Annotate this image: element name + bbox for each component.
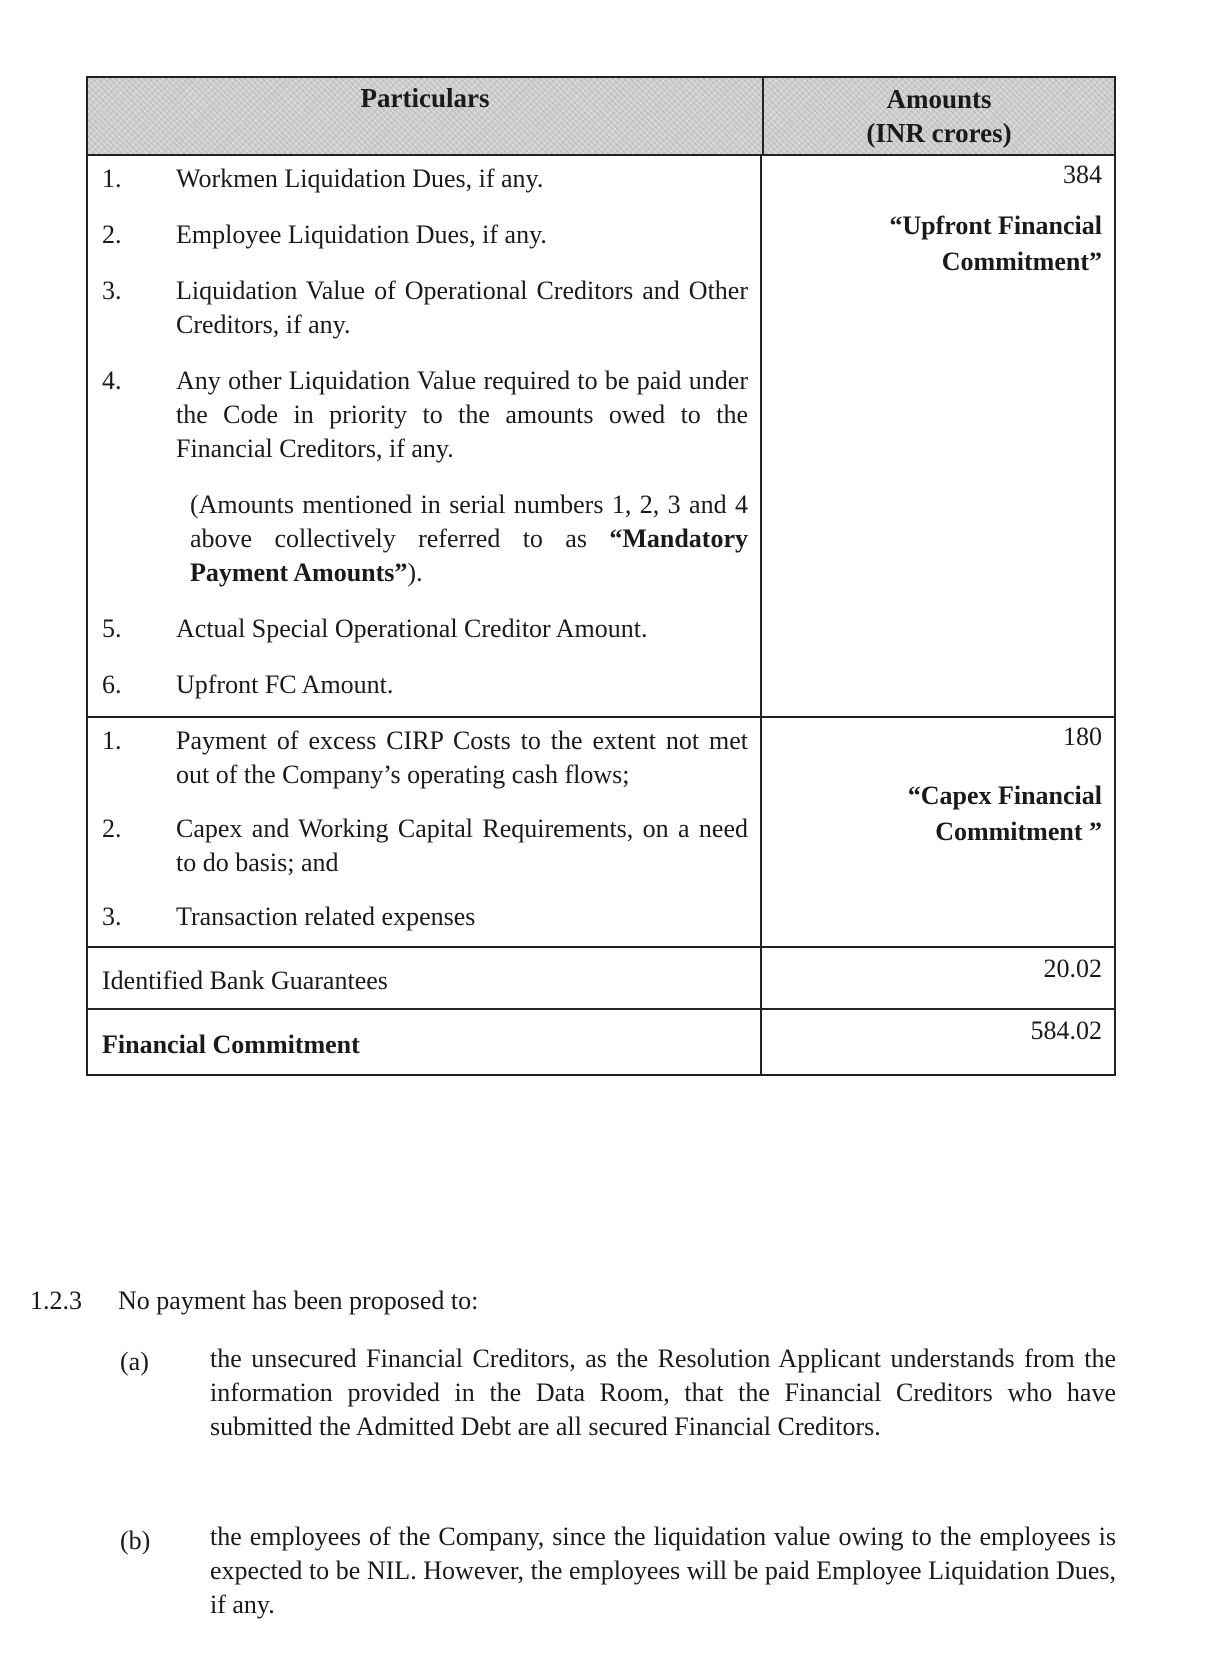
capex-particulars	[88, 718, 762, 946]
item-text: Liquidation Value of Operational Creditors and Other Creditors, if any.	[176, 276, 748, 339]
mandatory-payment-note	[88, 488, 760, 590]
clause-label-a: (a)	[120, 1347, 149, 1376]
clause-text-a: the unsecured Financial Creditors, as the Resolution Applicant understands from the information provided in the Data Room, that the Financial Creditors who have submitted the Admitted Debt are all secured Financial Creditors.	[210, 1344, 1116, 1441]
bank-guarantees-amount-cell	[762, 948, 1114, 1008]
upfront-amount: 384	[1063, 160, 1102, 189]
item-number: 6.	[102, 670, 122, 699]
financial-commitment-label-cell	[88, 1010, 762, 1074]
list-item	[88, 900, 760, 934]
capex-amount-cell	[762, 718, 1114, 946]
list-item	[88, 724, 760, 792]
item-number: 5.	[102, 614, 122, 643]
list-item	[88, 612, 760, 646]
item-text: Upfront FC Amount.	[176, 670, 394, 699]
financial-commitment-amount-cell	[762, 1010, 1114, 1074]
item-number: 1.	[102, 164, 122, 193]
item-text: Transaction related expenses	[176, 902, 476, 931]
list-item	[88, 668, 760, 702]
item-text: Any other Liquidation Value required to be paid under the Code in priority to the amounts owed to the Financial Creditors, if any.	[176, 366, 748, 463]
note-prefix: (Amounts mentioned in serial numbers 1, 2, 3 and 4 above collectively referred to as	[190, 490, 748, 553]
note-defined-term: “Mandatory Payment Amounts”	[190, 524, 748, 587]
section-intro: No payment has been proposed to:	[118, 1286, 479, 1315]
header-particulars: Particulars	[88, 78, 764, 154]
item-number: 2.	[102, 814, 122, 843]
list-item	[88, 274, 760, 342]
financial-commitment-row	[86, 1010, 1116, 1076]
bank-guarantees-label-cell	[88, 948, 762, 1008]
item-number: 3.	[102, 902, 122, 931]
list-item	[88, 364, 760, 466]
item-number: 4.	[102, 366, 122, 395]
clause-text-b: the employees of the Company, since the liquidation value owing to the employees is expected to be NIL. However, the employees will be paid Employee Liquidation Dues, if any.	[210, 1522, 1116, 1619]
capex-section	[86, 718, 1116, 948]
capex-amount: 180	[1063, 722, 1102, 751]
item-number: 2.	[102, 220, 122, 249]
item-text: Workmen Liquidation Dues, if any.	[176, 164, 544, 193]
bank-guarantees-label: Identified Bank Guarantees	[102, 966, 388, 995]
section-number: 1.2.3	[30, 1286, 82, 1315]
item-text: Employee Liquidation Dues, if any.	[176, 220, 547, 249]
header-amounts-line2: (INR crores)	[866, 118, 1012, 148]
financial-commitment-label: Financial Commitment	[102, 1030, 360, 1059]
list-item	[88, 218, 760, 252]
bank-guarantees-row	[86, 948, 1116, 1010]
item-text: Actual Special Operational Creditor Amount.	[176, 614, 648, 643]
item-text: Capex and Working Capital Requirements, on a need to do basis; and	[176, 814, 748, 877]
upfront-particulars	[88, 156, 762, 716]
list-item	[88, 812, 760, 880]
financial-commitment-table	[86, 76, 1116, 1076]
item-number: 1.	[102, 726, 122, 755]
item-text: Payment of excess CIRP Costs to the extent not met out of the Company’s operating cash flows;	[176, 726, 748, 789]
item-number: 3.	[102, 276, 122, 305]
note-suffix: ).	[407, 558, 423, 587]
list-item	[88, 162, 760, 196]
financial-commitment-amount: 584.02	[1030, 1016, 1102, 1045]
table-header	[86, 76, 1116, 156]
header-amounts	[764, 78, 1114, 154]
upfront-section	[86, 156, 1116, 718]
capex-label: “Capex Financial Commitment ”	[907, 781, 1102, 846]
bank-guarantees-amount: 20.02	[1043, 954, 1102, 983]
upfront-label: “Upfront Financial Commitment”	[889, 211, 1102, 276]
upfront-amount-cell	[762, 156, 1114, 716]
header-amounts-line1: Amounts	[886, 84, 992, 114]
clause-label-b: (b)	[120, 1526, 151, 1555]
